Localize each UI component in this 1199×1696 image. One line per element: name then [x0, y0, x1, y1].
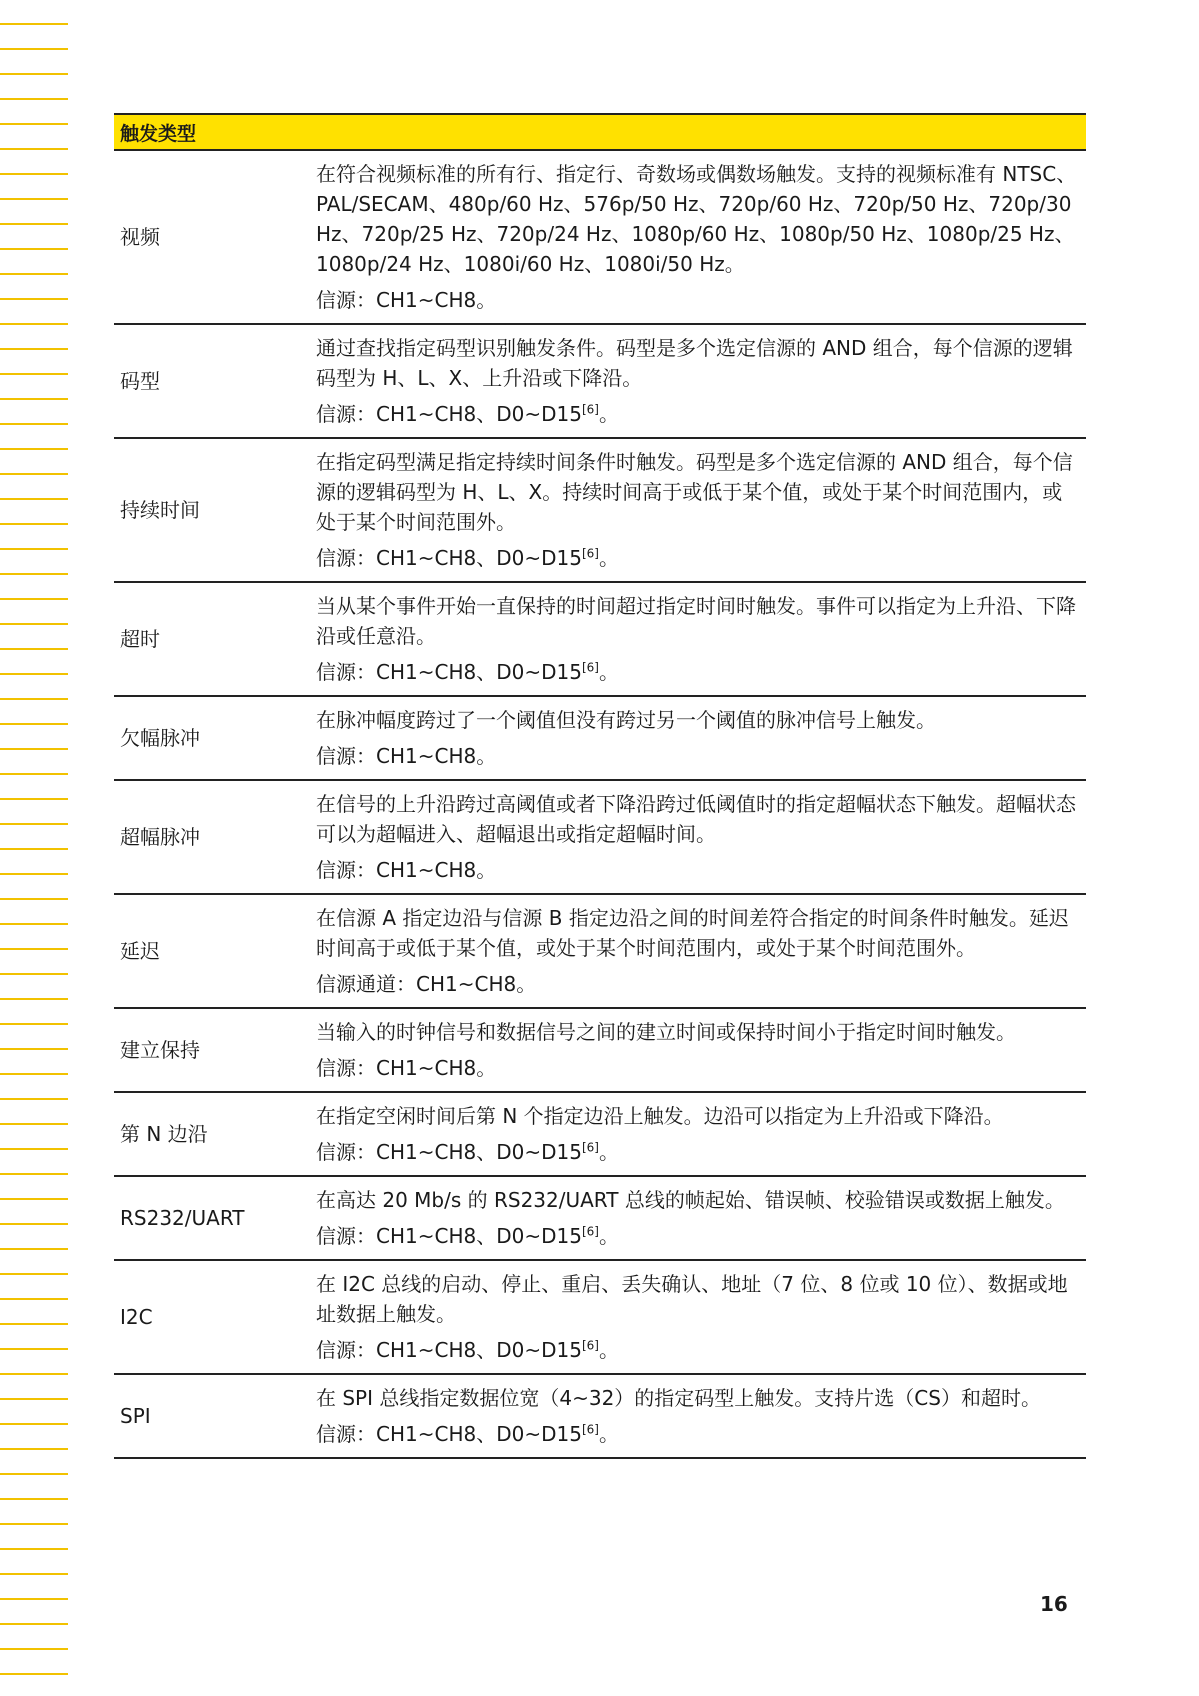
source-text: 信源：CH1~CH8、D0~D15 [316, 1140, 582, 1164]
trigger-description-cell [316, 1260, 1086, 1374]
trigger-source: 信源：CH1~CH8、D0~D15[6]。 [316, 1338, 619, 1362]
trigger-source [316, 741, 1080, 771]
trigger-source [316, 1053, 1080, 1083]
trigger-description: 在信号的上升沿跨过高阈值或者下降沿跨过低阈值时的指定超幅状态下触发。超幅状态可以为超幅进入、超幅退出或指定超幅时间。 [316, 792, 1076, 846]
trigger-type-name: 延迟 [114, 894, 316, 1008]
trigger-type-name: 超幅脉冲 [114, 780, 316, 894]
trigger-type-name: I2C [114, 1260, 316, 1374]
footnote-ref: [6] [581, 546, 599, 561]
trigger-description: 在高达 20 Mb/s 的 RS232/UART 总线的帧起始、错误帧、校验错误或数据上触发。 [316, 1188, 1065, 1212]
source-text: 信源：CH1~CH8、D0~D15 [316, 546, 582, 570]
table-row [114, 582, 1086, 696]
trigger-description: 当输入的时钟信号和数据信号之间的建立时间或保持时间小于指定时间时触发。 [316, 1020, 1016, 1044]
footnote-ref: [6] [581, 402, 599, 417]
source-text: 信源：CH1~CH8。 [316, 744, 497, 768]
footnote-ref: [6] [581, 1422, 599, 1437]
source-text: 信源：CH1~CH8。 [316, 288, 497, 312]
table-row [114, 324, 1086, 438]
trigger-type-name: 视频 [114, 150, 316, 324]
table-row [114, 1374, 1086, 1458]
trigger-description: 在脉冲幅度跨过了一个阈值但没有跨过另一个阈值的脉冲信号上触发。 [316, 708, 936, 732]
footnote-ref: [6] [581, 1224, 599, 1239]
source-text: 信源：CH1~CH8。 [316, 1056, 497, 1080]
trigger-type-name: SPI [114, 1374, 316, 1458]
trigger-description: 在指定码型满足指定持续时间条件时触发。码型是多个选定信源的 AND 组合，每个信源的逻辑码型为 H、L、X。持续时间高于或低于某个值，或处于某个时间范围内，或处于某个时间范围外。 [316, 450, 1073, 534]
trigger-type-name: 码型 [114, 324, 316, 438]
footnote-ref: [6] [581, 1140, 599, 1155]
source-text: 信源：CH1~CH8、D0~D15 [316, 660, 582, 684]
trigger-description: 在符合视频标准的所有行、指定行、奇数场或偶数场触发。支持的视频标准有 NTSC、PAL/SECAM、480p/60 Hz、576p/50 Hz、720p/60 Hz、720p/50 Hz、720p/30 Hz、720p/25 Hz、720p/24 Hz、1080p/60 Hz、1080p/50 Hz、1080p/25 Hz、1080p/24 Hz、1080i/60 Hz、1080i/50 Hz。 [316, 162, 1077, 276]
page-number: 16 [1040, 1592, 1068, 1616]
trigger-description-cell [316, 1008, 1086, 1092]
trigger-source [316, 855, 1080, 885]
footnote-ref: [6] [581, 660, 599, 675]
trigger-type-table [114, 113, 1086, 1459]
trigger-type-name: 持续时间 [114, 438, 316, 582]
table-row [114, 1008, 1086, 1092]
table-row [114, 780, 1086, 894]
source-text: 信源：CH1~CH8、D0~D15 [316, 1224, 582, 1248]
table-row [114, 150, 1086, 324]
table-row [114, 894, 1086, 1008]
source-text: 信源：CH1~CH8、D0~D15 [316, 1338, 582, 1362]
trigger-description: 在 SPI 总线指定数据位宽（4~32）的指定码型上触发。支持片选（CS）和超时。 [316, 1386, 1041, 1410]
table-header-trigger-type: 触发类型 [114, 114, 1086, 150]
table-row [114, 1176, 1086, 1260]
trigger-description: 在指定空闲时间后第 N 个指定边沿上触发。边沿可以指定为上升沿或下降沿。 [316, 1104, 1004, 1128]
footnote-ref: [6] [581, 1338, 599, 1353]
trigger-description: 当从某个事件开始一直保持的时间超过指定时间时触发。事件可以指定为上升沿、下降沿或任意沿。 [316, 594, 1076, 648]
trigger-source: 信源：CH1~CH8、D0~D15[6]。 [316, 660, 619, 684]
source-text: 信源：CH1~CH8、D0~D15 [316, 402, 582, 426]
trigger-description-cell [316, 438, 1086, 582]
table-row [114, 1092, 1086, 1176]
trigger-description-cell [316, 1176, 1086, 1260]
table-row [114, 696, 1086, 780]
trigger-source [316, 285, 1080, 315]
trigger-source: 信源：CH1~CH8、D0~D15[6]。 [316, 1224, 619, 1248]
trigger-description: 在信源 A 指定边沿与信源 B 指定边沿之间的时间差符合指定的时间条件时触发。延迟时间高于或低于某个值，或处于某个时间范围内，或处于某个时间范围外。 [316, 906, 1069, 960]
trigger-source: 信源：CH1~CH8、D0~D15[6]。 [316, 546, 619, 570]
table-header-row [114, 114, 1086, 150]
table-row [114, 438, 1086, 582]
source-text: 信源通道：CH1~CH8。 [316, 972, 537, 996]
trigger-description-cell [316, 150, 1086, 324]
source-text: 信源：CH1~CH8、D0~D15 [316, 1422, 582, 1446]
trigger-type-name: 超时 [114, 582, 316, 696]
trigger-type-name: 欠幅脉冲 [114, 696, 316, 780]
trigger-description-cell [316, 696, 1086, 780]
source-text: 信源：CH1~CH8。 [316, 858, 497, 882]
trigger-source: 信源：CH1~CH8、D0~D15[6]。 [316, 402, 619, 426]
trigger-type-name: 建立保持 [114, 1008, 316, 1092]
trigger-type-name: 第 N 边沿 [114, 1092, 316, 1176]
trigger-description-cell [316, 780, 1086, 894]
trigger-description-cell [316, 324, 1086, 438]
trigger-description: 通过查找指定码型识别触发条件。码型是多个选定信源的 AND 组合，每个信源的逻辑码型为 H、L、X、上升沿或下降沿。 [316, 336, 1073, 390]
trigger-source: 信源：CH1~CH8、D0~D15[6]。 [316, 1140, 619, 1164]
trigger-description-cell [316, 582, 1086, 696]
trigger-description-cell [316, 1092, 1086, 1176]
trigger-description-cell [316, 1374, 1086, 1458]
margin-stripes-decoration [0, 0, 68, 1696]
trigger-source: 信源：CH1~CH8、D0~D15[6]。 [316, 1422, 619, 1446]
trigger-type-name: RS232/UART [114, 1176, 316, 1260]
trigger-source [316, 969, 1080, 999]
table-row [114, 1260, 1086, 1374]
trigger-description-cell [316, 894, 1086, 1008]
trigger-description: 在 I2C 总线的启动、停止、重启、丢失确认、地址（7 位、8 位或 10 位）、数据或地址数据上触发。 [316, 1272, 1068, 1326]
